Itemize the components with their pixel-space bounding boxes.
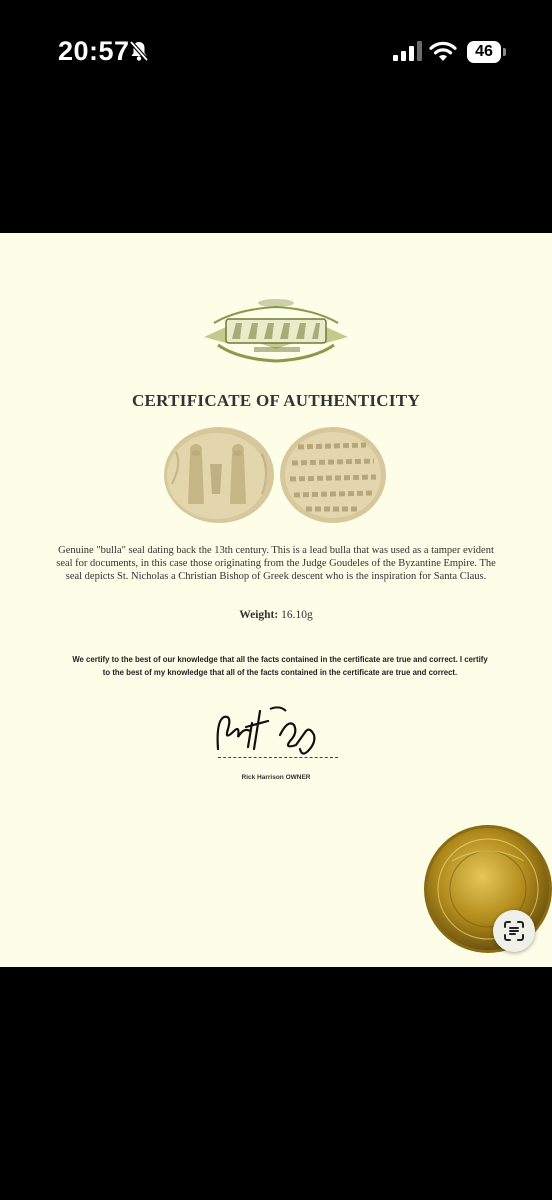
cellular-signal-icon [392, 41, 422, 61]
signer-name: Rick Harrison OWNER [241, 774, 311, 781]
coin-reverse-image [278, 425, 388, 525]
certification-statement: We certify to the best of our knowledge that all the facts contained in the certificate are true and correct. I certify to the best of my knowledge that all of the facts contained in the certificate are true and correct. [72, 655, 488, 677]
clock: 20:57 [58, 36, 130, 66]
battery-level: 46 [467, 41, 501, 63]
signature-line [218, 757, 338, 758]
certificate-image [0, 233, 552, 967]
coin-obverse-image [162, 424, 276, 524]
scan-text-button[interactable] [493, 910, 535, 952]
weight-line [0, 609, 552, 621]
gold-silver-logo [198, 293, 354, 369]
weight-label: Weight: [239, 609, 279, 621]
wifi-icon [428, 40, 458, 62]
certificate-title: CERTIFICATE OF AUTHENTICITY [131, 391, 421, 410]
battery-cap [503, 48, 506, 56]
weight-value: 16.10g [281, 609, 313, 621]
bell-slash-icon [129, 40, 149, 62]
battery-icon [467, 41, 507, 63]
signature [210, 701, 330, 759]
certificate-description: Genuine "bulla" seal dating back the 13th century. This is a lead bulla that was used as a tamper evident seal for documents, in this case those originating from the Judge Goudeles of the Byzantine Empire. The seal depicts St. Nicholas a Christian Bishop of Greek descent who is the inspiration for Santa Claus. [56, 545, 496, 582]
live-text-icon [502, 919, 526, 943]
status-bar [0, 0, 552, 100]
